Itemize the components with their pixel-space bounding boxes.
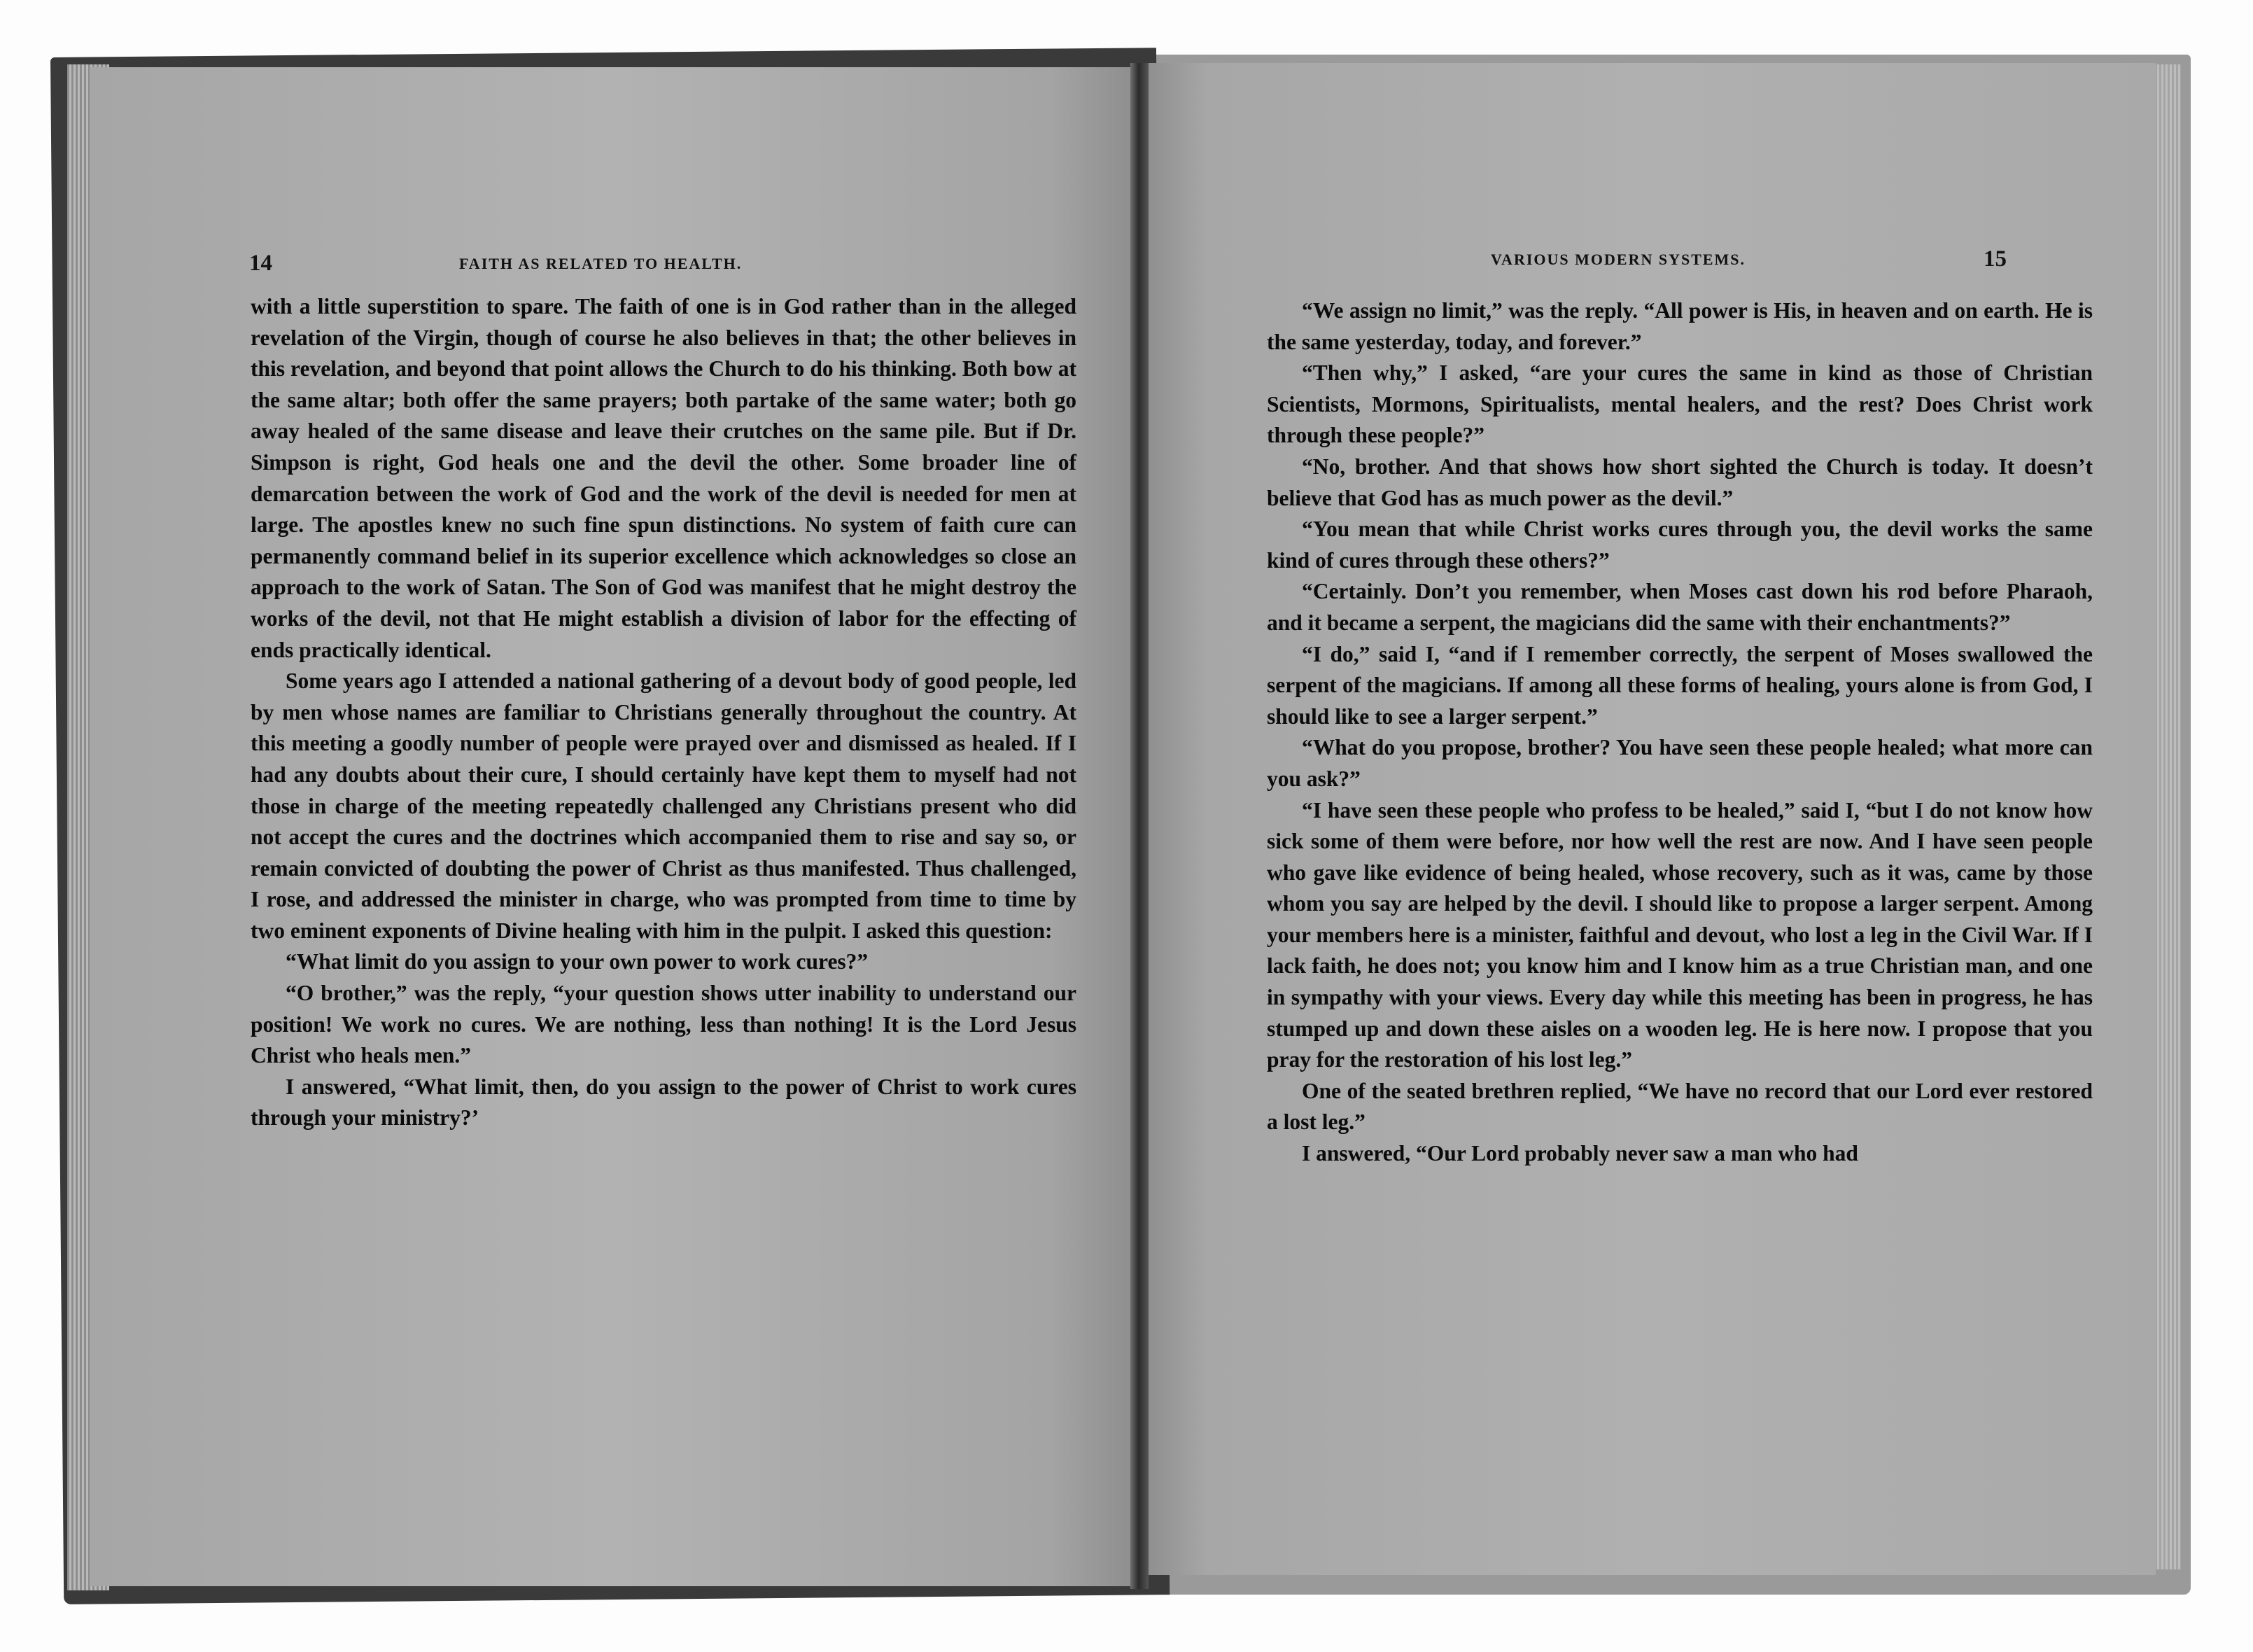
paragraph: “I have seen these people who profess to be healed,” said I, “but I do not know how sick some of them were before, nor how well the rest are now. And I have seen people who gave like evidence of being healed, whose recovery, such as it was, came by those whom you say are helped by the devil. I should like to propose a larger serpent. Among your members here is a minister, faithful and devout, who lost a leg in the Civil War. If I lack faith, he does not; you know him and I know him as a true Christian man, and one in sympathy with your views. Every day while this meeting has been in progress, he has stumped up and down these aisles on a wooden leg. He is here now. I propose that you pray for the restoration of his lost leg.”: [1267, 797, 2093, 1072]
paragraph: “O brother,” was the reply, “your question shows utter inability to understand our position! We work no cures. We are nothing, less than nothing! It is the Lord Jesus Christ who heals men.”: [251, 981, 1076, 1068]
page-number: 14: [249, 251, 272, 276]
paragraph: “Certainly. Don’t you remember, when Moses cast down his rod before Pharaoh, and it became a serpent, the magicians did the same with their enchantments?”: [1267, 579, 2093, 635]
paragraph: “I do,” said I, “and if I remember correctly, the serpent of Moses swallowed the serpent of the magicians. If among all these forms of healing, yours alone is from God, I should like to see a larger serpent.”: [1267, 641, 2093, 729]
page-number: 15: [1984, 246, 2007, 272]
paragraph: “Then why,” I asked, “are your cures the same in kind as those of Christian Scientists, Mormons, Spiritualists, mental healers, and the rest? Does Christ work through these people?”: [1267, 360, 2093, 448]
paragraph: “We assign no limit,” was the reply. “All power is His, in heaven and on earth. He is the same yesterday, today, and forever.”: [1267, 298, 2093, 354]
paragraph: “What limit do you assign to your own power to work cures?”: [286, 949, 869, 974]
running-head: VARIOUS MODERN SYSTEMS.: [1491, 251, 1746, 268]
paragraph: “No, brother. And that shows how short sighted the Church is today. It doesn’t believe that God has as much power as the devil.”: [1267, 454, 2093, 510]
paragraph: with a little superstition to spare. The faith of one is in God rather than in the alleged revelation of the Virgin, though of course he also believes in that; the other believes in this revelation, and beyond that point allows the Church to do his thinking. Both bow at the same altar; both offer the same prayers; both partake of the same water; both go away healed of the same disease and leave their crutches on the same pile. But if Dr. Simpson is right, God heals one and the devil the other. Some broader line of demarcation between the work of God and the work of the devil is needed for men at large. The apostles knew no such fine spun distinctions. No system of faith cure can permanently command belief in its superior excellence which acknowledges so close an approach to the work of Satan. The Son of God was manifest that he might destroy the works of the devil, not that He might establish a division of labor for the effecting of ends practically identical.: [251, 294, 1076, 662]
running-head: FAITH AS RELATED TO HEALTH.: [459, 255, 743, 272]
right-page: [1148, 63, 2156, 1575]
book-gutter: [1130, 63, 1149, 1589]
page-body: [1267, 295, 2093, 1170]
paragraph: One of the seated brethren replied, “We have no record that our Lord ever restored a lost leg.”: [1267, 1078, 2093, 1135]
page-body: [251, 291, 1076, 1134]
paragraph: I answered, “What limit, then, do you assign to the power of Christ to work cures through your ministry?’: [251, 1074, 1076, 1130]
left-page: [90, 67, 1134, 1586]
paragraph: “You mean that while Christ works cures through you, the devil works the same kind of cures through these others?”: [1267, 517, 2093, 573]
paragraph: “What do you propose, brother? You have seen these people healed; what more can you ask?”: [1267, 735, 2093, 791]
paragraph: I answered, “Our Lord probably never saw a man who had: [1302, 1141, 1858, 1166]
paragraph: Some years ago I attended a national gathering of a devout body of good people, led by men whose names are familiar to Christians generally throughout the country. At this meeting a goodly number of people were prayed over and dismissed as healed. If I had any doubts about their cure, I should certainly have kept them to myself had not those in charge of the meeting repeatedly challenged any Christians present who did not accept the cures and the doctrines which accompanied them to rise and say so, or remain convicted of doubting the power of Christ as thus manifested. Thus challenged, I rose, and addressed the minister in charge, who was prompted from time to time by two eminent exponents of Divine healing with him in the pulpit. I asked this question:: [251, 668, 1076, 943]
